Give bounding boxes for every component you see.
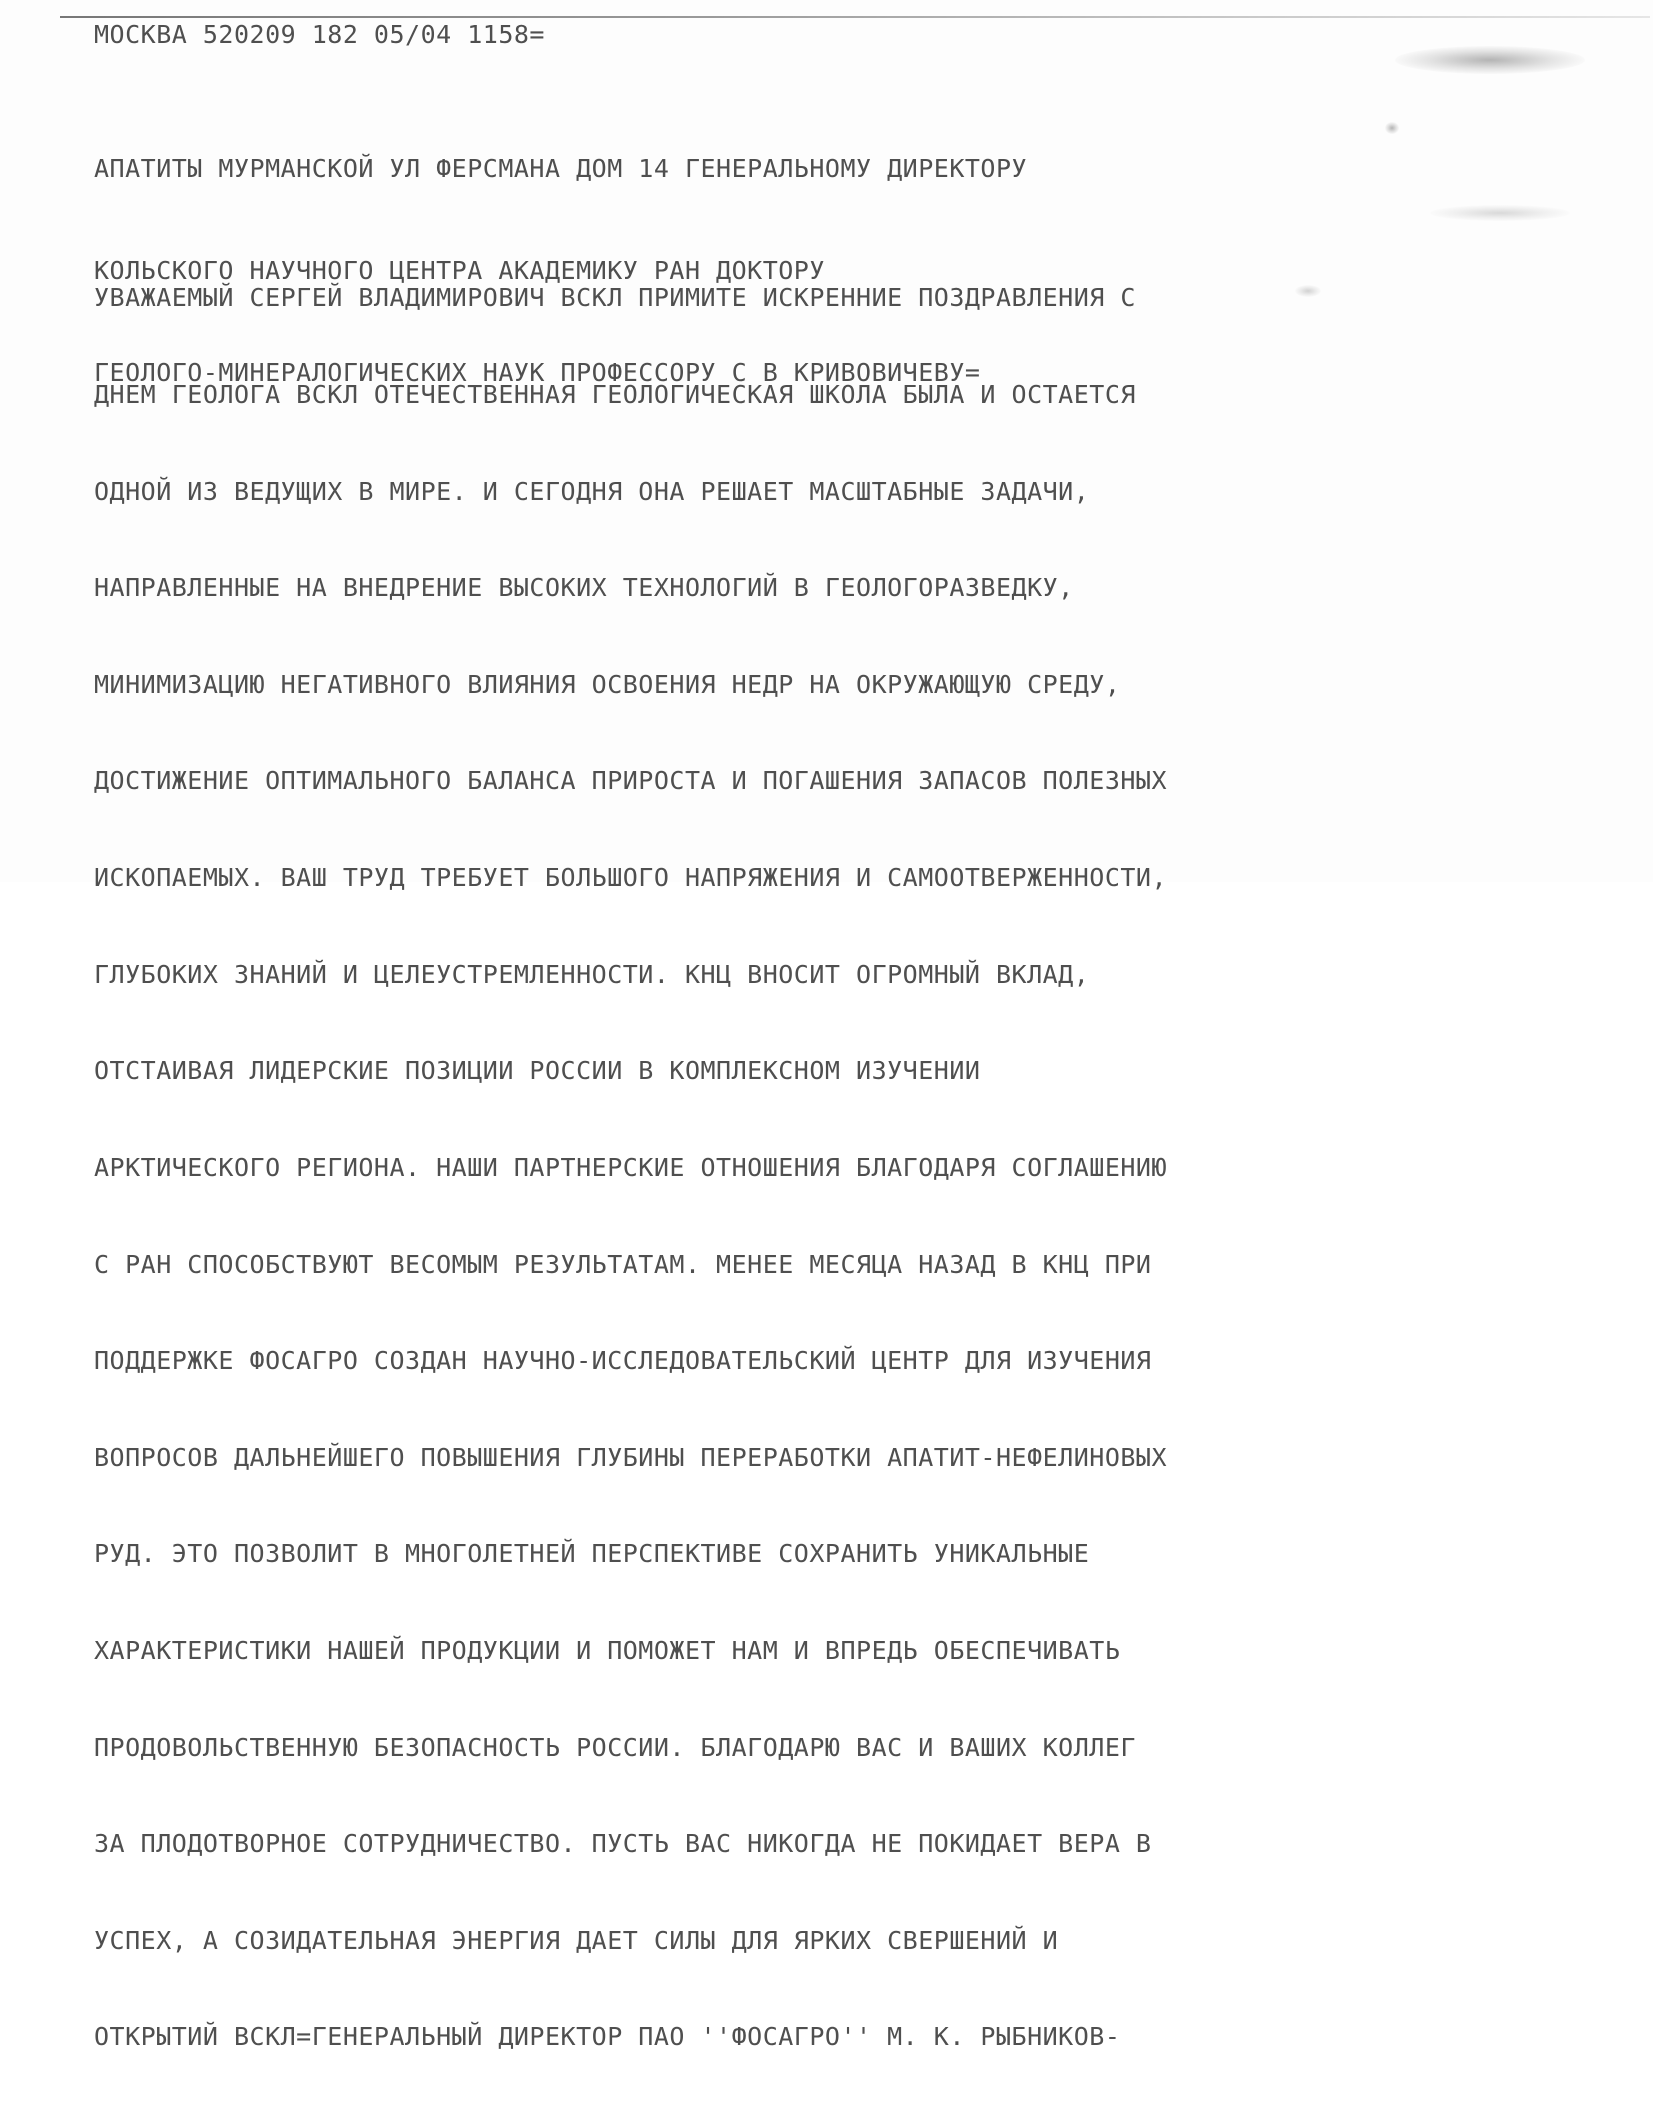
- scan-smudge: [1430, 205, 1570, 221]
- address-line: АПАТИТЫ МУРМАНСКОЙ УЛ ФЕРСМАНА ДОМ 14 ГЕНЕРАЛЬНОМУ ДИРЕКТОРУ: [94, 154, 1028, 183]
- body-line: ДОСТИЖЕНИЕ ОПТИМАЛЬНОГО БАЛАНСА ПРИРОСТА И ПОГАШЕНИЯ ЗАПАСОВ ПОЛЕЗНЫХ: [94, 766, 1168, 796]
- body-line: ГЛУБОКИХ ЗНАНИЙ И ЦЕЛЕУСТРЕМЛЕННОСТИ. КНЦ ВНОСИТ ОГРОМНЫЙ ВКЛАД,: [94, 959, 1090, 989]
- telegram-body: [94, 218, 1167, 2118]
- body-line: УВАЖАЕМЫЙ СЕРГЕЙ ВЛАДИМИРОВИЧ ВСКЛ ПРИМИТЕ ИСКРЕННИЕ ПОЗДРАВЛЕНИЯ С: [94, 283, 1136, 313]
- body-line: ОТСТАИВАЯ ЛИДЕРСКИЕ ПОЗИЦИИ РОССИИ В КОМПЛЕКСНОМ ИЗУЧЕНИИ: [94, 1056, 981, 1086]
- body-line: МИНИМИЗАЦИЮ НЕГАТИВНОГО ВЛИЯНИЯ ОСВОЕНИЯ НЕДР НА ОКРУЖАЮЩУЮ СРЕДУ,: [94, 669, 1121, 699]
- body-line: НАПРАВЛЕННЫЕ НА ВНЕДРЕНИЕ ВЫСОКИХ ТЕХНОЛОГИЙ В ГЕОЛОГОРАЗВЕДКУ,: [94, 573, 1074, 603]
- body-line: ОДНОЙ ИЗ ВЕДУЩИХ В МИРЕ. И СЕГОДНЯ ОНА РЕШАЕТ МАСШТАБНЫЕ ЗАДАЧИ,: [94, 476, 1090, 506]
- body-line: ИСКОПАЕМЫХ. ВАШ ТРУД ТРЕБУЕТ БОЛЬШОГО НАПРЯЖЕНИЯ И САМООТВЕРЖЕННОСТИ,: [94, 863, 1168, 893]
- telegram-header: МОСКВА 520209 182 05/04 1158=: [94, 20, 545, 49]
- scan-smudge: [1295, 285, 1321, 297]
- body-line: ВОПРОСОВ ДАЛЬНЕЙШЕГО ПОВЫШЕНИЯ ГЛУБИНЫ ПЕРЕРАБОТКИ АПАТИТ-НЕФЕЛИНОВЫХ: [94, 1442, 1168, 1472]
- body-line: ДНЕМ ГЕОЛОГА ВСКЛ ОТЕЧЕСТВЕННАЯ ГЕОЛОГИЧЕСКАЯ ШКОЛА БЫЛА И ОСТАЕТСЯ: [94, 380, 1136, 410]
- scan-smudge: [1385, 122, 1399, 134]
- top-rule: [60, 16, 1650, 18]
- body-line: С РАН СПОСОБСТВУЮТ ВЕСОМЫМ РЕЗУЛЬТАТАМ. МЕНЕЕ МЕСЯЦА НАЗАД В КНЦ ПРИ: [94, 1249, 1152, 1279]
- scan-smudge: [1395, 46, 1585, 74]
- body-line: РУД. ЭТО ПОЗВОЛИТ В МНОГОЛЕТНЕЙ ПЕРСПЕКТИВЕ СОХРАНИТЬ УНИКАЛЬНЫЕ: [94, 1539, 1090, 1569]
- body-line: АРКТИЧЕСКОГО РЕГИОНА. НАШИ ПАРТНЕРСКИЕ ОТНОШЕНИЯ БЛАГОДАРЯ СОГЛАШЕНИЮ: [94, 1152, 1168, 1182]
- address-line: ГЕОЛОГО-МИНЕРАЛОГИЧЕСКИХ НАУК ПРОФЕССОРУ С В КРИВОВИЧЕВУ=: [94, 358, 981, 387]
- body-line: ОТКРЫТИЙ ВСКЛ=ГЕНЕРАЛЬНЫЙ ДИРЕКТОР ПАО ''ФОСАГРО'' М. К. РЫБНИКОВ-: [94, 2022, 1121, 2052]
- body-line: ПОДДЕРЖКЕ ФОСАГРО СОЗДАН НАУЧНО-ИССЛЕДОВАТЕЛЬСКИЙ ЦЕНТР ДЛЯ ИЗУЧЕНИЯ: [94, 1346, 1152, 1376]
- body-line: ЗА ПЛОДОТВОРНОЕ СОТРУДНИЧЕСТВО. ПУСТЬ ВАС НИКОГДА НЕ ПОКИДАЕТ ВЕРА В: [94, 1829, 1152, 1859]
- address-line: КОЛЬСКОГО НАУЧНОГО ЦЕНТРА АКАДЕМИКУ РАН ДОКТОРУ: [94, 256, 825, 285]
- body-line: ПРОДОВОЛЬСТВЕННУЮ БЕЗОПАСНОСТЬ РОССИИ. БЛАГОДАРЮ ВАС И ВАШИХ КОЛЛЕГ: [94, 1732, 1136, 1762]
- body-line: ХАРАКТЕРИСТИКИ НАШЕЙ ПРОДУКЦИИ И ПОМОЖЕТ НАМ И ВПРЕДЬ ОБЕСПЕЧИВАТЬ: [94, 1635, 1121, 1665]
- body-line: УСПЕХ, А СОЗИДАТЕЛЬНАЯ ЭНЕРГИЯ ДАЕТ СИЛЫ ДЛЯ ЯРКИХ СВЕРШЕНИЙ И: [94, 1925, 1059, 1955]
